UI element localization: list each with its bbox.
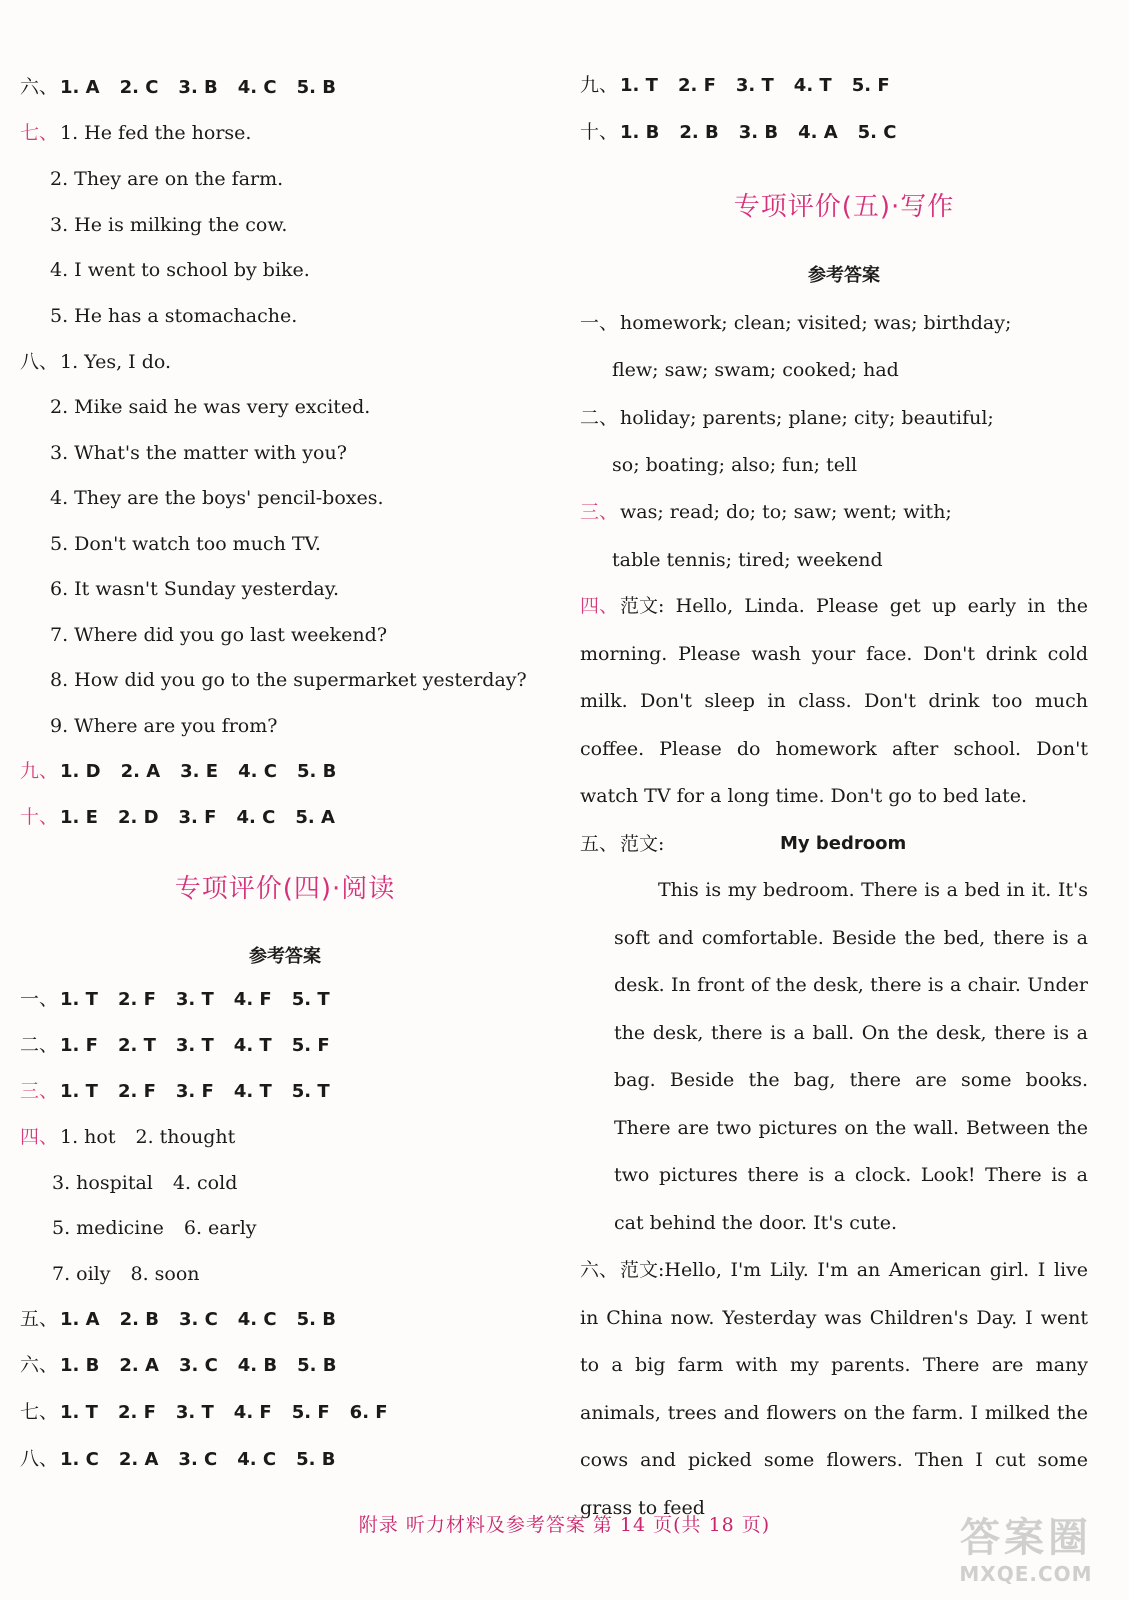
answer: 2. B [119, 1309, 159, 1330]
answer-sentence: 3. He is milking the cow. [50, 214, 288, 236]
answer: 3. B [178, 77, 218, 98]
answer: 2. A [118, 1449, 159, 1470]
word-list: flew; saw; swam; cooked; had [612, 359, 899, 381]
answer: 3. C [178, 1355, 218, 1376]
answer-row-r4-1 [20, 1124, 235, 1150]
answer: 5. F [851, 75, 890, 96]
essay-label: 范文: [620, 595, 665, 617]
section-mark: 六、 [20, 1354, 59, 1376]
answer: 2. B [679, 122, 719, 143]
answer: 1. A [60, 77, 100, 98]
answer: 5. B [296, 77, 336, 98]
word-list: holiday; parents; plane; city; beautiful; [620, 407, 994, 429]
answer: 5. T [291, 1081, 330, 1102]
answer: 1. E [60, 807, 98, 828]
answer: 3. F [178, 807, 217, 828]
answer: 4. C [236, 807, 276, 828]
answer: 1. T [60, 1081, 98, 1102]
answer-row-ba-1 [20, 349, 171, 375]
section-mark: 二、 [20, 1034, 59, 1056]
watermark-url: MXQE.COM [959, 1562, 1093, 1586]
answer: 1. B [60, 1355, 100, 1376]
answer: 5. medicine [52, 1217, 164, 1239]
essay-label: 范文: [620, 1259, 665, 1281]
answer-row-r6 [20, 1352, 337, 1379]
answer: 1. T [620, 75, 658, 96]
answer: 3. C [178, 1449, 218, 1470]
essay-w5-header [580, 831, 664, 857]
answer-row-jiu [20, 758, 336, 785]
answer: 1. F [60, 1035, 98, 1056]
answer: 4. C [237, 1449, 277, 1470]
answer-sentence: 9. Where are you from? [50, 715, 278, 737]
section-mark: 九、 [20, 760, 59, 782]
answer: 5. F [291, 1402, 330, 1423]
answer: 5. B [296, 761, 337, 782]
section-mark: 七、 [20, 1401, 59, 1423]
answer: 2. D [117, 807, 159, 828]
essay-text: Hello, Linda. Please get up early in the morning. Please wash your face. Don't drink cold milk. Don't sleep in class. Don't drink too much coffee. Please do homework after school. Don't watch TV for a long time. Don't go to bed late. [580, 595, 1088, 807]
answer: 4. T [233, 1035, 272, 1056]
answer-row-r4-3 [52, 1215, 257, 1241]
section-mark: 八、 [20, 351, 59, 373]
answer-row-r4-2 [52, 1170, 237, 1196]
answer: 3. T [175, 1035, 214, 1056]
section-mark: 十、 [580, 121, 619, 143]
answer: 2. F [117, 1402, 156, 1423]
section-mark: 十、 [20, 806, 59, 828]
answer: 2. F [677, 75, 716, 96]
section-subtitle: 参考答案 [808, 265, 880, 286]
answer: 3. T [175, 989, 214, 1010]
answer: 5. A [295, 807, 335, 828]
word-list: table tennis; tired; weekend [612, 549, 883, 571]
answer-row-jiu [580, 72, 890, 99]
essay-w4 [580, 583, 1088, 821]
answer: 7. oily [52, 1263, 111, 1285]
answer: 4. T [793, 75, 832, 96]
answer: 3. C [178, 1309, 218, 1330]
answer-row-r1 [20, 986, 330, 1013]
section-mark: 三、 [20, 1080, 59, 1102]
answer: 4. cold [172, 1172, 238, 1194]
answer: 2. T [117, 1035, 156, 1056]
answer: 3. T [175, 1402, 214, 1423]
answer-sentence: 3. What's the matter with you? [50, 442, 347, 464]
answer: 1. T [60, 989, 98, 1010]
section-mark: 五、 [20, 1308, 59, 1330]
section-mark: 七、 [20, 122, 59, 144]
answer: 2. A [120, 761, 161, 782]
answer: 4. T [233, 1081, 272, 1102]
answer: 4. F [233, 989, 272, 1010]
section-mark: 一、 [580, 312, 619, 334]
answer: 2. A [119, 1355, 159, 1376]
answer: 1. D [60, 761, 101, 782]
answer: 4. C [237, 1309, 277, 1330]
answer: 4. F [233, 1402, 272, 1423]
answer-row-r8 [20, 1446, 335, 1473]
answer: 4. A [798, 122, 838, 143]
answer: 3. F [175, 1081, 214, 1102]
answer-row-qi-1 [20, 120, 251, 146]
answer: 4. C [238, 761, 277, 782]
answer: 6. early [183, 1217, 257, 1239]
answer: 3. E [180, 761, 219, 782]
word-list: homework; clean; visited; was; birthday; [620, 312, 1012, 334]
answer: 2. thought [135, 1126, 236, 1148]
essay-label: 范文: [620, 833, 665, 855]
answer-sentence: 5. He has a stomachache. [50, 305, 298, 327]
answer-sentence: 6. It wasn't Sunday yesterday. [50, 578, 340, 600]
section-mark: 一、 [20, 988, 59, 1010]
word-list: so; boating; also; fun; tell [612, 454, 858, 476]
answer: 1. T [60, 1402, 98, 1423]
essay-w6 [580, 1247, 1088, 1532]
watermark-logo [941, 1514, 1111, 1594]
answer-row-r7 [20, 1399, 388, 1426]
answer-sentence: 7. Where did you go last weekend? [50, 624, 387, 646]
page-footer: 附录 听力材料及参考答案 第 14 页(共 18 页) [358, 1514, 771, 1536]
answer: 4. B [237, 1355, 278, 1376]
writing-row-w3-1 [580, 499, 952, 525]
section-mark: 九、 [580, 74, 619, 96]
section-title: 专项评价(五)·写作 [733, 192, 955, 222]
answer: 5. F [291, 1035, 330, 1056]
essay-title: My bedroom [780, 833, 907, 854]
answer: 5. B [297, 1355, 337, 1376]
section-mark: 二、 [580, 407, 619, 429]
section-mark: 六、 [580, 1259, 619, 1281]
section-mark: 六、 [20, 76, 59, 98]
answer: 2. C [119, 77, 159, 98]
answer: 5. B [296, 1309, 336, 1330]
answer: 5. T [291, 989, 330, 1010]
answer: 2. F [117, 1081, 156, 1102]
answer-row-r4-4 [52, 1261, 200, 1287]
section-subtitle: 参考答案 [249, 946, 321, 967]
answer-row-r5 [20, 1306, 336, 1333]
answer: 5. B [296, 1449, 336, 1470]
section-title: 专项评价(四)·阅读 [174, 874, 396, 904]
answer-sentence: 4. They are the boys' pencil-boxes. [50, 487, 384, 509]
answer-row-r2 [20, 1032, 330, 1059]
essay-text: Hello, I'm Lily. I'm an American girl. I live in China now. Yesterday was Children's Day. I went to a big farm with my parents. There are many animals, trees and flowers on the farm. I milked the cows and picked some flowers. Then I cut some grass to feed [580, 1259, 1088, 1519]
answer-sentence: 1. He fed the horse. [60, 122, 252, 144]
answer-sentence: 8. How did you go to the supermarket yesterday? [50, 669, 527, 691]
answer-row-liu [20, 74, 336, 101]
answer-sentence: 4. I went to school by bike. [50, 259, 310, 281]
watermark-text: 答案圈 [960, 1515, 1092, 1561]
writing-row-w1-1 [580, 310, 1011, 336]
answer-sentence: 2. Mike said he was very excited. [50, 396, 371, 418]
section-mark: 四、 [580, 595, 619, 617]
answer-sentence: 1. Yes, I do. [60, 351, 172, 373]
answer-row-shi [20, 804, 335, 831]
answer: 3. T [735, 75, 774, 96]
answer: 1. A [60, 1309, 100, 1330]
section-mark: 三、 [580, 501, 619, 523]
answer: 3. B [738, 122, 779, 143]
answer-sentence: 5. Don't watch too much TV. [50, 533, 321, 555]
answer: 6. F [349, 1402, 388, 1423]
answer-row-shi [580, 119, 897, 146]
answer: 4. C [237, 77, 277, 98]
section-mark: 五、 [580, 833, 619, 855]
writing-row-w2-1 [580, 405, 994, 431]
answer: 5. C [857, 122, 897, 143]
answer: 3. hospital [52, 1172, 153, 1194]
answer: 2. F [117, 989, 156, 1010]
answer: 1. B [620, 122, 660, 143]
section-mark: 八、 [20, 1448, 59, 1470]
answer-sentence: 2. They are on the farm. [50, 168, 284, 190]
answer: 8. soon [130, 1263, 200, 1285]
essay-text: This is my bedroom. There is a bed in it. It's soft and comfortable. Beside the bed, there is a desk. In front of the desk, there is a chair. Under the desk, there is a ball. On the desk, there is a bag. Beside the bag, there are some books. There are two pictures on the wall. Between the two pictures there is a clock. Look! There is a cat behind the door. It's cute. [614, 879, 1088, 1234]
answer: 1. C [60, 1449, 99, 1470]
answer: 1. hot [60, 1126, 116, 1148]
section-mark: 四、 [20, 1126, 59, 1148]
word-list: was; read; do; to; saw; went; with; [620, 501, 952, 523]
answer-row-r3 [20, 1078, 330, 1105]
